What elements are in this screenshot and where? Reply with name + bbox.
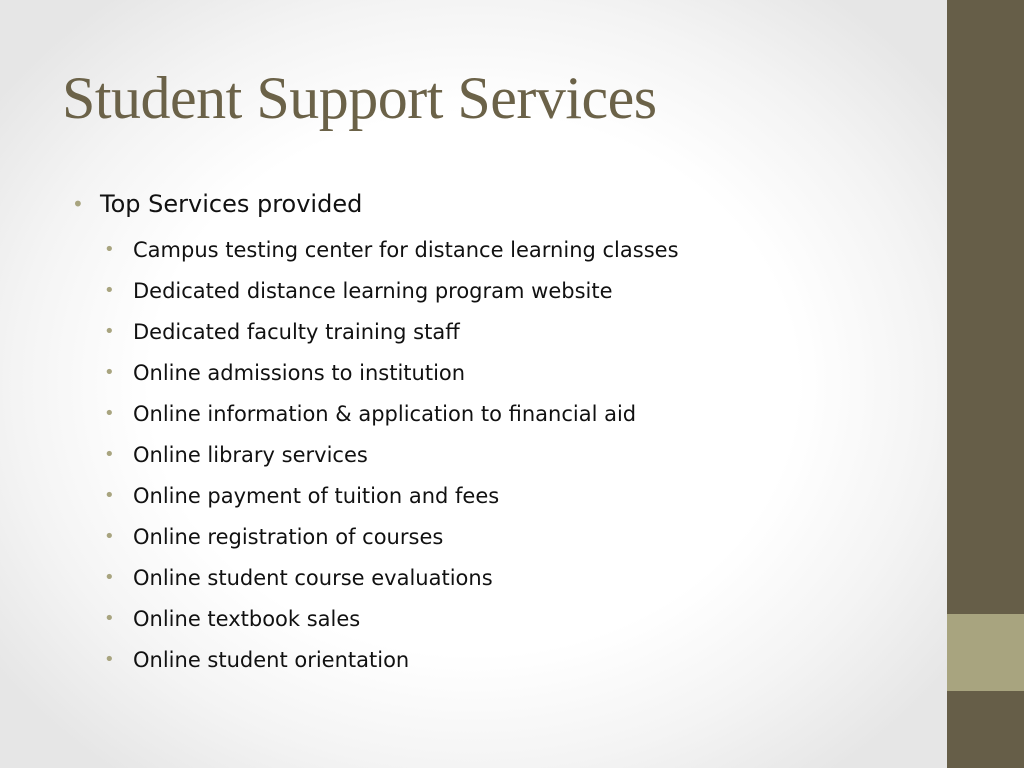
sub-bullet-label: Online payment of tuition and fees [133, 483, 500, 508]
sub-bullet-item [104, 270, 679, 311]
bullet-icon: • [104, 484, 115, 506]
sub-bullet-label: Online admissions to institution [133, 360, 466, 385]
sub-bullet-item [104, 434, 679, 475]
sub-bullet-label: Online information & application to financial aid [133, 401, 637, 426]
sub-bullet-item [104, 639, 679, 680]
sub-bullet-item [104, 516, 679, 557]
bullet-icon: • [104, 320, 115, 342]
bullet-icon: • [104, 525, 115, 547]
sub-bullet-label: Online library services [133, 442, 368, 467]
sub-bullet-item [104, 475, 679, 516]
slide-title: Student Support Services [62, 65, 657, 131]
sub-bullet-item [104, 229, 679, 270]
bullet-icon: • [104, 402, 115, 424]
sub-bullet-label: Dedicated faculty training staff [133, 319, 460, 344]
sub-bullet-item [104, 393, 679, 434]
bullet-icon: • [104, 443, 115, 465]
sub-bullet-list [104, 229, 679, 680]
sub-bullet-label: Campus testing center for distance learning classes [133, 237, 679, 262]
sub-bullet-item [104, 557, 679, 598]
sub-bullet-item [104, 352, 679, 393]
bullet-item-top-services [72, 187, 362, 221]
sub-bullet-label: Online student course evaluations [133, 565, 493, 590]
sub-bullet-item [104, 598, 679, 639]
sub-bullet-item [104, 311, 679, 352]
sub-bullet-label: Online registration of courses [133, 524, 444, 549]
sub-bullet-label: Dedicated distance learning program website [133, 278, 613, 303]
sub-bullet-label: Online textbook sales [133, 606, 361, 631]
bullet-icon: • [104, 238, 115, 260]
side-band-accent [947, 614, 1024, 691]
bullet-item-label: Top Services provided [100, 190, 363, 218]
bullet-icon: • [104, 607, 115, 629]
sub-bullet-label: Online student orientation [133, 647, 410, 672]
bullet-icon: • [104, 361, 115, 383]
bullet-icon: • [72, 192, 84, 216]
bullet-icon: • [104, 279, 115, 301]
bullet-icon: • [104, 566, 115, 588]
bullet-icon: • [104, 648, 115, 670]
